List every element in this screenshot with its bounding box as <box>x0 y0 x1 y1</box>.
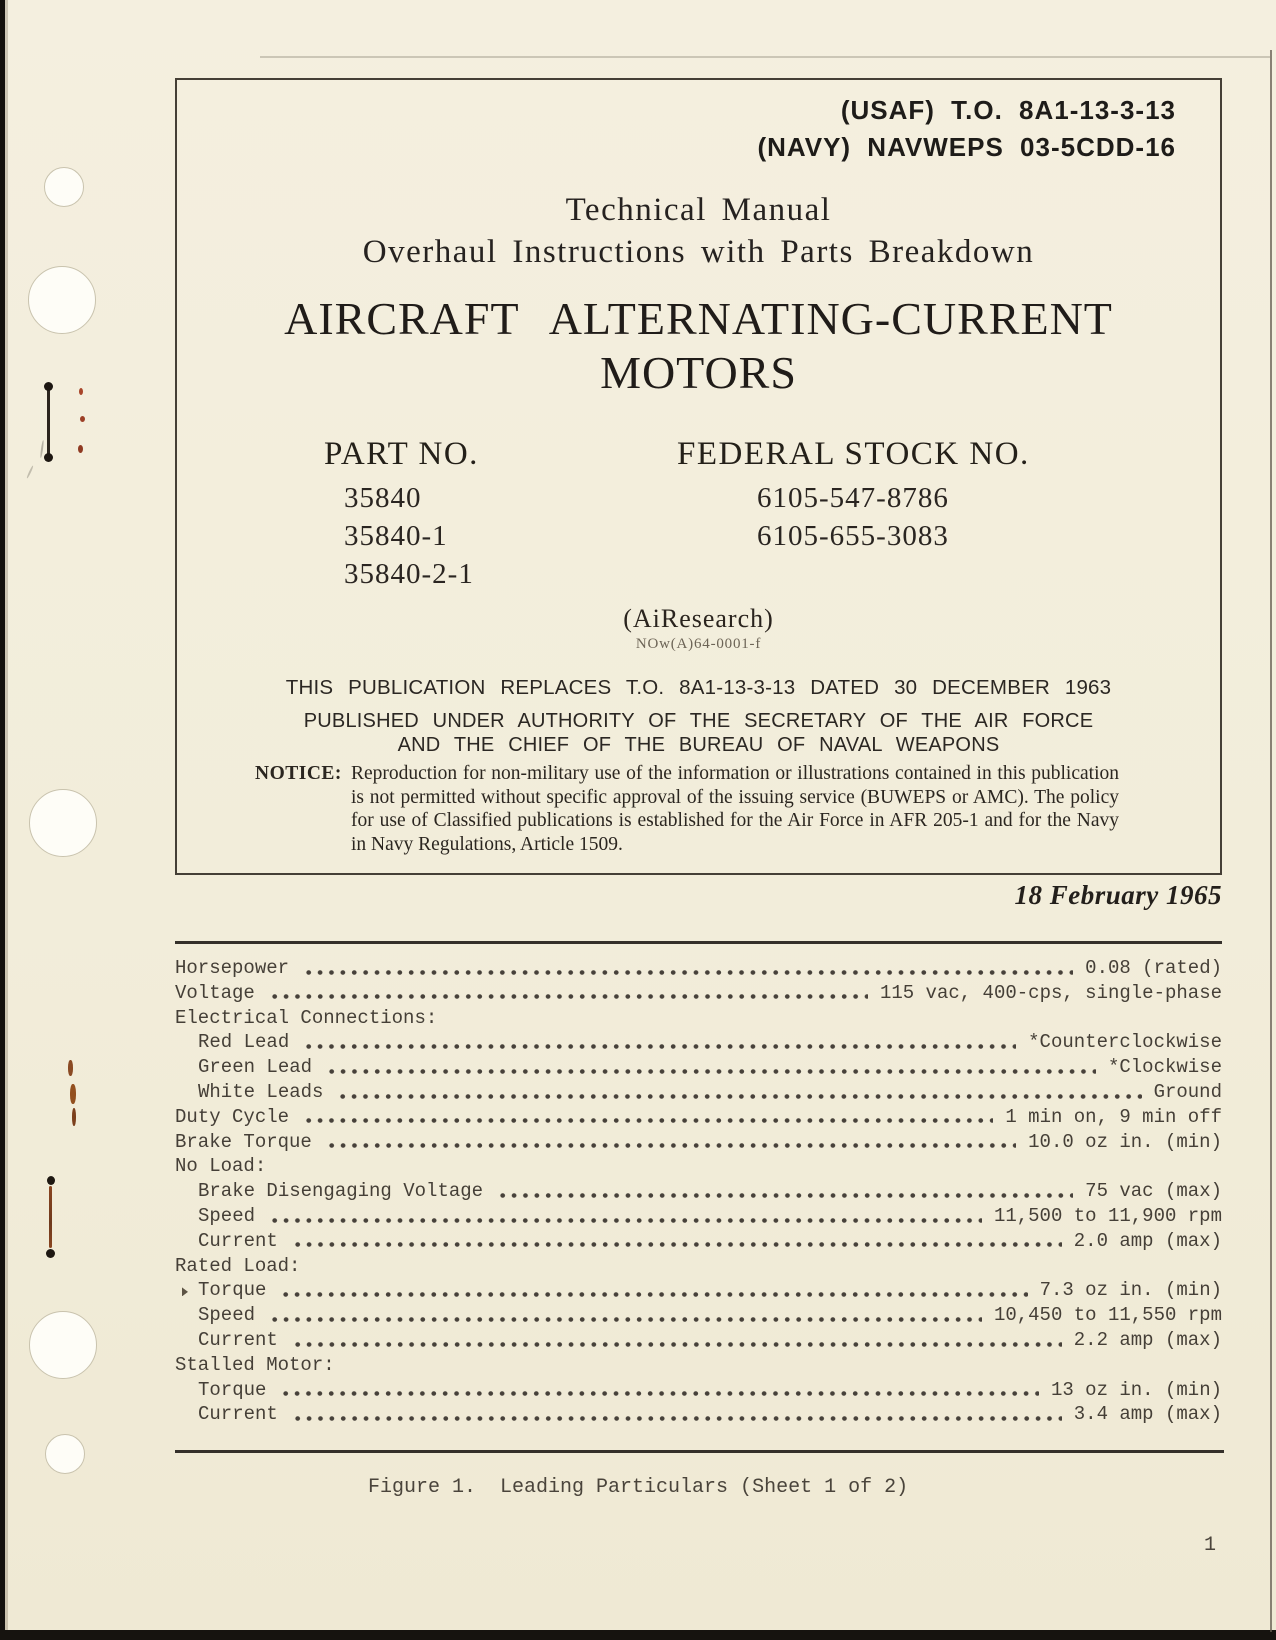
spec-row <box>175 1179 1222 1204</box>
spec-value: 2.2 amp (max) <box>1073 1328 1222 1351</box>
spec-label: Torque <box>198 1378 267 1401</box>
spec-value: 75 vac (max) <box>1085 1180 1222 1203</box>
scan-edge-bottom <box>0 1630 1276 1640</box>
spec-value: 10.0 oz in. (min) <box>1028 1130 1222 1153</box>
spec-value: 13 oz in. (min) <box>1050 1378 1222 1401</box>
stock-number-column <box>677 436 1030 555</box>
spec-label: Current <box>198 1328 278 1351</box>
pen-mark <box>46 1176 54 1258</box>
spec-section-label: Rated Load: <box>175 1254 301 1277</box>
spec-label: Current <box>198 1229 278 1252</box>
spec-label: Brake Disengaging Voltage <box>198 1180 484 1203</box>
usaf-to-number: (USAF) T.O. 8A1-13-3-13 <box>840 95 1176 125</box>
federal-stock-no-heading: FEDERAL STOCK NO. <box>677 436 1030 472</box>
contract-number: NOw(A)64-0001-f <box>635 636 762 652</box>
stray-pen-mark <box>182 1287 188 1296</box>
spec-value: *Clockwise <box>1107 1056 1222 1079</box>
dot-leader <box>301 956 1073 981</box>
spec-section-label: No Load: <box>175 1155 267 1178</box>
authority-line1: PUBLISHED UNDER AUTHORITY OF THE SECRETARY OF THE AIR FORCE <box>303 710 1094 732</box>
part-number: 35840-2-1 <box>344 558 474 590</box>
spec-section-row <box>175 1254 1222 1279</box>
punch-hole <box>45 1434 85 1474</box>
notice-label: NOTICE: <box>255 763 342 784</box>
subtitle-overhaul-instructions: Overhaul Instructions with Parts Breakdown <box>362 234 1035 270</box>
authority-statement <box>177 709 1220 757</box>
spec-row <box>175 1030 1222 1055</box>
spec-row <box>175 1328 1222 1353</box>
dot-leader <box>324 1130 1016 1155</box>
ink-speck <box>79 388 83 395</box>
spec-row <box>175 1080 1222 1105</box>
punch-hole <box>44 167 84 207</box>
spec-row <box>175 1378 1222 1403</box>
spec-value: 0.08 (rated) <box>1085 957 1222 979</box>
spec-value: 1 min on, 9 min off <box>1005 1105 1222 1128</box>
spec-label: White Leads <box>198 1080 324 1103</box>
main-title-line2: MOTORS <box>600 347 797 398</box>
part-number: 35840 <box>344 482 422 514</box>
rust-stain <box>66 1060 78 1130</box>
punch-hole <box>29 789 97 857</box>
spec-label: Red Lead <box>198 1031 290 1054</box>
table-rule-bottom <box>175 1450 1224 1453</box>
stock-number: 6105-547-8786 <box>757 482 949 514</box>
replacement-statement: THIS PUBLICATION REPLACES T.O. 8A1-13-3-13 DATED 30 DECEMBER 1963 <box>285 676 1112 699</box>
scan-edge-top <box>260 56 1270 58</box>
spec-value: *Counterclockwise <box>1028 1031 1222 1054</box>
figure-caption: Figure 1. Leading Particulars (Sheet 1 of 2) <box>368 1476 909 1499</box>
navy-navweps-number: (NAVY) NAVWEPS 03-5CDD-16 <box>757 132 1176 162</box>
spec-row <box>175 1229 1222 1254</box>
spec-value: 115 vac, 400-cps, single-phase <box>879 981 1222 1004</box>
spec-value: 3.4 amp (max) <box>1073 1403 1222 1426</box>
spec-row <box>175 1303 1222 1328</box>
spec-row <box>175 981 1222 1006</box>
pencil-smudge <box>26 465 34 479</box>
spec-value: 2.0 amp (max) <box>1073 1229 1222 1252</box>
stock-number: 6105-655-3083 <box>757 520 949 552</box>
spec-row <box>175 956 1222 981</box>
stock-no-list <box>677 479 1030 555</box>
part-no-heading: PART NO. <box>324 436 479 472</box>
part-no-list <box>324 479 479 593</box>
notice-paragraph <box>255 762 1119 856</box>
main-title <box>177 292 1220 400</box>
part-number: 35840-1 <box>344 520 448 552</box>
punch-hole <box>29 1311 97 1379</box>
document-codes <box>757 92 1176 166</box>
spec-section-row <box>175 1154 1222 1179</box>
part-number-column <box>324 436 479 593</box>
dot-leader <box>290 1229 1062 1254</box>
main-title-line1: AIRCRAFT ALTERNATING-CURRENT <box>284 293 1113 344</box>
spec-label: Green Lead <box>198 1056 313 1079</box>
table-rule-top <box>175 941 1222 944</box>
scan-edge-left <box>0 0 5 1640</box>
spec-label: Speed <box>198 1204 256 1227</box>
notice-text: Reproduction for non-military use of the information or illustrations contained in this publication is not permitted without specific approval of the issuing service (BUWEPS or AMC). The policy for use of Classified publications is established for the Air Force in AFR 205-1 and for the Navy in Navy Regulations, Article 1509. <box>351 763 1119 855</box>
spec-label: Torque <box>198 1279 267 1302</box>
subtitle-technical-manual: Technical Manual <box>565 192 832 228</box>
spec-value: Ground <box>1153 1080 1222 1103</box>
pen-mark <box>47 386 50 458</box>
ink-speck <box>80 416 85 422</box>
spec-value: 11,500 to 11,900 rpm <box>993 1204 1222 1227</box>
spec-row <box>175 1402 1222 1427</box>
authority-line2: AND THE CHIEF OF THE BUREAU OF NAVAL WEAPONS <box>397 734 1000 756</box>
spec-label: Current <box>198 1403 278 1426</box>
spec-label: Speed <box>198 1304 256 1327</box>
spec-value: 7.3 oz in. (min) <box>1039 1279 1222 1302</box>
spec-label: Duty Cycle <box>175 1105 290 1128</box>
dot-leader <box>290 1328 1062 1353</box>
dot-leader <box>267 1303 982 1328</box>
dot-leader <box>278 1378 1039 1403</box>
dot-leader <box>267 1204 982 1229</box>
dot-leader <box>324 1055 1096 1080</box>
spec-section-row <box>175 1353 1222 1378</box>
spec-value: 10,450 to 11,550 rpm <box>993 1304 1222 1327</box>
manufacturer-name: (AiResearch) <box>623 604 774 633</box>
spec-label: Voltage <box>175 981 255 1004</box>
punch-hole <box>28 266 96 334</box>
leading-particulars-table <box>175 956 1222 1427</box>
spec-label: Horsepower <box>175 957 290 979</box>
dot-leader <box>335 1080 1141 1105</box>
dot-leader <box>495 1179 1073 1204</box>
scan-edge-right <box>1270 50 1272 1632</box>
spec-section-label: Stalled Motor: <box>175 1353 335 1376</box>
dot-leader <box>301 1030 1016 1055</box>
dot-leader <box>267 981 868 1006</box>
spec-section-label: Electrical Connections: <box>175 1006 438 1029</box>
spec-row <box>175 1055 1222 1080</box>
spec-row <box>175 1130 1222 1155</box>
spec-row <box>175 1105 1222 1130</box>
dot-leader <box>290 1402 1062 1427</box>
spec-section-row <box>175 1006 1222 1031</box>
spec-row <box>175 1278 1222 1303</box>
publication-date: 18 February 1965 <box>1014 880 1222 910</box>
dot-leader <box>278 1278 1027 1303</box>
spec-label: Brake Torque <box>175 1130 312 1153</box>
page-number: 1 <box>1204 1534 1217 1557</box>
dot-leader <box>301 1105 993 1130</box>
spec-row <box>175 1204 1222 1229</box>
title-box <box>175 78 1222 875</box>
ink-speck <box>78 445 83 453</box>
